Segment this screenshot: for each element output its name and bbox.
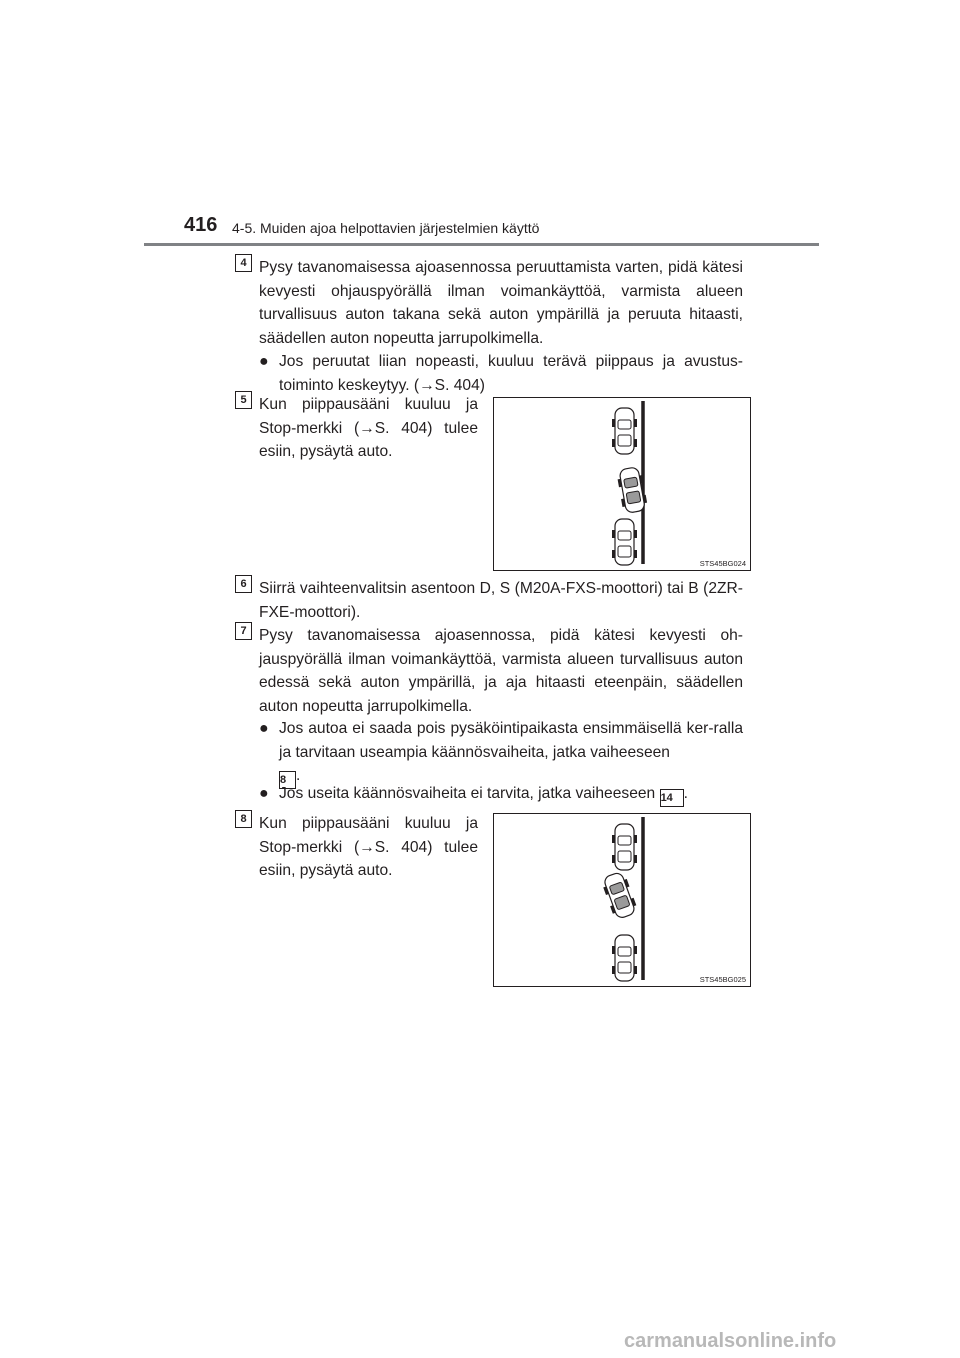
step-4-marker: 4 xyxy=(235,254,252,272)
parking-diagram-2 xyxy=(494,814,750,986)
step-8-marker: 8 xyxy=(235,810,252,828)
section-title: 4-5. Muiden ajoa helpottavien järjestelmien käyttö xyxy=(232,220,540,236)
bullet-icon: ● xyxy=(259,785,269,802)
parked-car-rear xyxy=(612,519,637,565)
step-ref-14: 14 xyxy=(660,789,684,807)
step-4-text: Pysy tavanomaisessa ajoasennossa peruuttamista varten, pidä kätesi kevyesti ohjauspyörällä ilman voimankäyttöä, varmista alueen turvallisuus auton takana sekä auton ympärillä ja peruuta hitaasti, säädellen auton nopeutta jarrupolkimella. xyxy=(259,259,743,347)
step-7-text: Pysy tavanomaisessa ajoasennossa, pidä kätesi kevyesti oh-jauspyörällä ilman voimankäyttöä, varmista alueen turvallisuus auton edessä sekä auton ympärillä, ja aja hitaasti eteenpäin, säädellen auton nopeutta jarrupolkimella. xyxy=(259,627,743,715)
step-7-bullet-1 xyxy=(259,717,743,789)
step-4-bullet xyxy=(259,350,743,397)
parked-car-front xyxy=(612,408,637,454)
parked-car-rear xyxy=(612,935,637,981)
step-7-marker: 7 xyxy=(235,622,252,640)
watermark: carmanualsonline.info xyxy=(624,1330,837,1352)
parked-car-front xyxy=(612,824,637,870)
own-car xyxy=(600,870,639,920)
header-rule xyxy=(144,243,819,246)
step-8-text: Kun piippausääni kuuluu ja Stop-merkki (→S. 404) tulee esiin, pysäytä auto. xyxy=(259,815,478,879)
parking-figure-2 xyxy=(493,813,751,987)
step-7-bullet-2 xyxy=(259,782,743,807)
step-ref-8: 8 xyxy=(279,771,296,789)
period: . xyxy=(296,767,301,784)
step-6-text: Siirrä vaihteenvalitsin asentoon D, S (M20A-FXS-moottori) tai B (2ZR-FXE-moottori). xyxy=(259,580,743,621)
step-4-bullet-text: Jos peruutat liian nopeasti, kuuluu terävä piippaus ja avustus-toiminto keskeytyy. (→S. 404) xyxy=(279,353,743,394)
figure-code: STS45BG024 xyxy=(699,559,746,568)
parking-figure-1 xyxy=(493,397,751,571)
bullet-icon: ● xyxy=(259,720,269,737)
bullet-icon: ● xyxy=(259,353,269,370)
step-5-text: Kun piippausääni kuuluu ja Stop-merkki (→S. 404) tulee esiin, pysäytä auto. xyxy=(259,396,478,460)
step-5-marker: 5 xyxy=(235,391,252,409)
figure-code: STS45BG025 xyxy=(699,975,746,984)
step-6-marker: 6 xyxy=(235,575,252,593)
page-number: 416 xyxy=(184,214,218,236)
step-7-bullet-2-text: Jos useita käännösvaiheita ei tarvita, jatka vaiheeseen xyxy=(279,785,656,802)
step-7-bullet-1-text: Jos autoa ei saada pois pysäköintipaikasta ensimmäisellä ker-ralla ja tarvitaan useampia käännösvaiheita, jatka vaiheeseen xyxy=(279,720,743,761)
period: . xyxy=(683,785,688,802)
parking-diagram-1 xyxy=(494,398,750,570)
